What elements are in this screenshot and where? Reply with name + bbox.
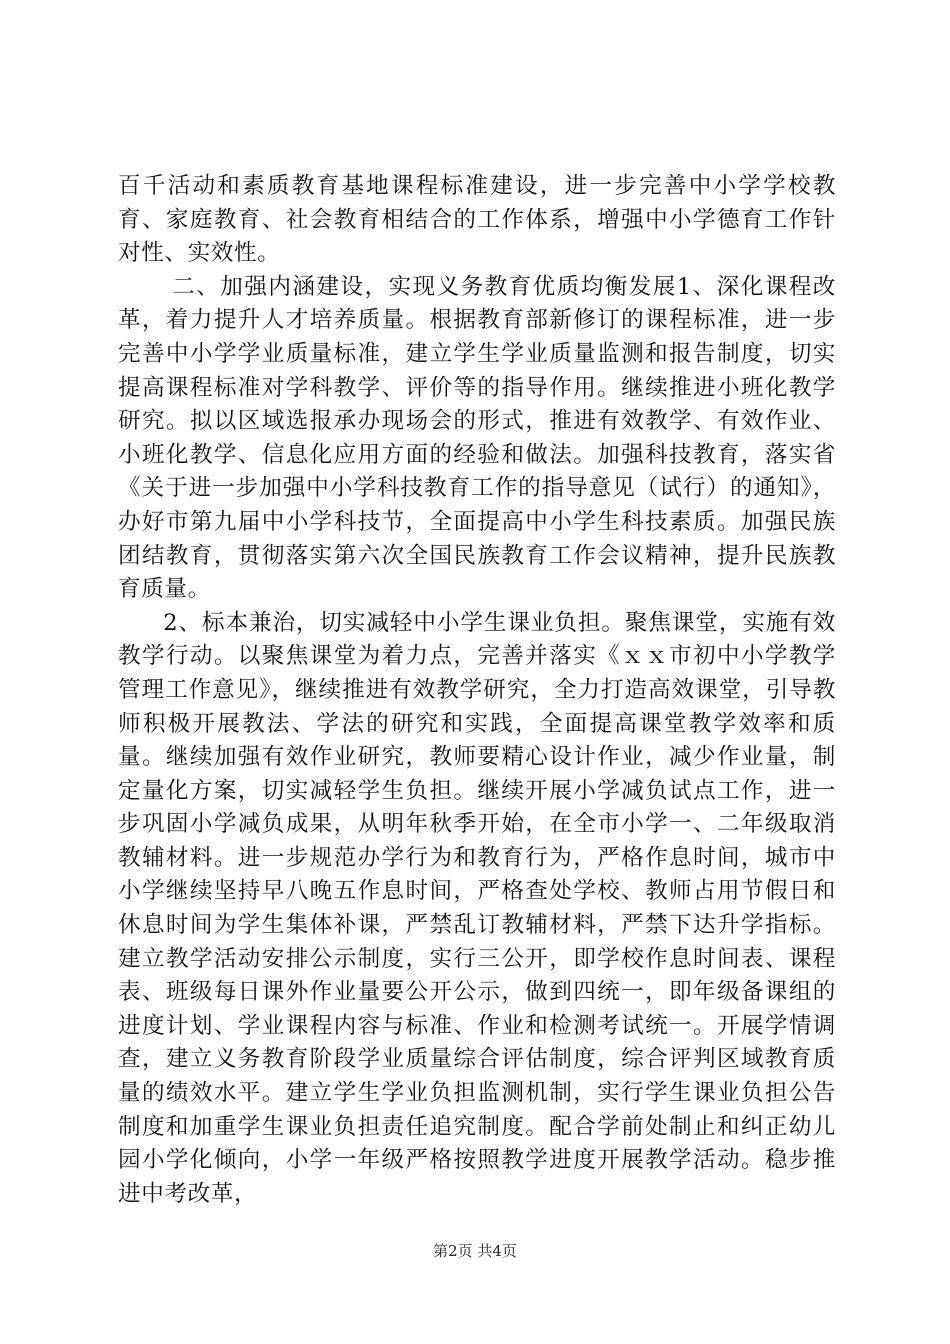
page-footer bbox=[0, 1240, 950, 1261]
page-number: 第2页 共4页 bbox=[433, 1242, 517, 1260]
document-body bbox=[118, 170, 836, 1211]
paragraph-item-two: 2、标本兼治，切实减轻中小学生课业负担。聚焦课堂，实施有效教学行动。以聚焦课堂为着力点，完善并落实《ｘｘ市初中小学教学管理工作意见》，继续推进有效教学研究，全力打造高效课堂，引导教师积极开展教法、学法的研究和实践，全面提高课堂教学效率和质量。继续加强有效作业研究，教师要精心设计作业，减少作业量，制定量化方案，切实减轻学生负担。继续开展小学减负试点工作，进一步巩固小学减负成果，从明年秋季开始，在全市小学一、二年级取消教辅材料。进一步规范办学行为和教育行为，严格作息时间，城市中小学继续坚持早八晚五作息时间，严格查处学校、教师占用节假日和休息时间为学生集体补课，严禁乱订教辅材料，严禁下达升学指标。建立教学活动安排公示制度，实行三公开，即学校作息时间表、课程表、班级每日课外作业量要公开公示，做到四统一，即年级备课组的进度计划、学业课程内容与标准、作业和检测考试统一。开展学情调查，建立义务教育阶段学业质量综合评估制度，综合评判区域教育质量的绩效水平。建立学生学业负担监测机制，实行学生课业负担公告制度和加重学生课业负担责任追究制度。配合学前处制止和纠正幼儿园小学化倾向，小学一年级严格按照教学进度开展教学活动。稳步推进中考改革， bbox=[118, 609, 836, 1207]
paragraph-continued: 百千活动和素质教育基地课程标准建设，进一步完善中小学学校教育、家庭教育、社会教育相结合的工作体系，增强中小学德育工作针对性、实效性。 bbox=[118, 173, 836, 267]
paragraph-section-two: 二、加强内涵建设，实现义务教育优质均衡发展1、深化课程改革，着力提升人才培养质量。根据教育部新修订的课程标准，进一步完善中小学学业质量标准，建立学生学业质量监测和报告制度，切实提高课程标准对学科教学、评价等的指导作用。继续推进小班化教学研究。拟以区域选报承办现场会的形式，推进有效教学、有效作业、小班化教学、信息化应用方面的经验和做法。加强科技教育，落实省《关于进一步加强中小学科技教育工作的指导意见（试行）的通知》，办好市第九届中小学科技节，全面提高中小学生科技素质。加强民族团结教育，贯彻落实第六次全国民族教育工作会议精神，提升民族教育质量。 bbox=[118, 273, 836, 603]
